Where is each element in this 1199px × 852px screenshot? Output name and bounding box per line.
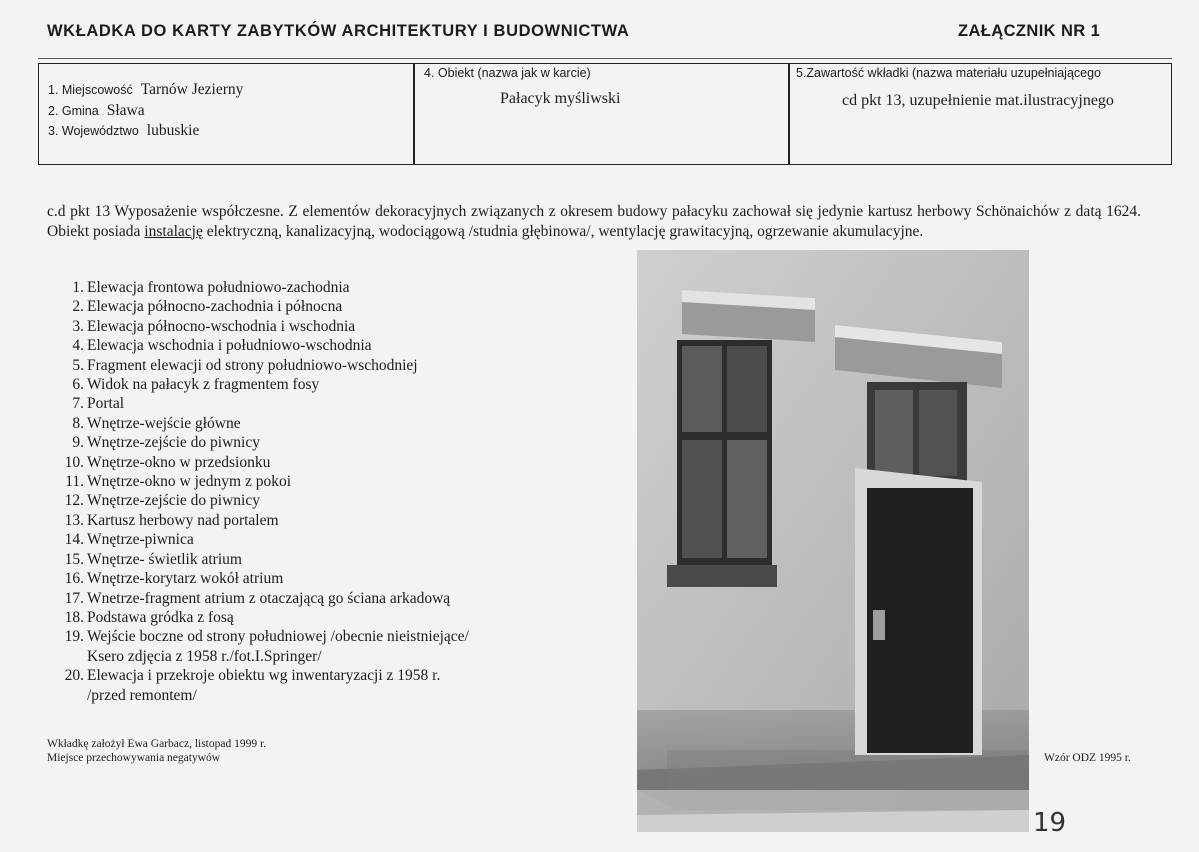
list-number: 3. [72, 317, 84, 335]
underlined-word: instalację [144, 222, 203, 240]
template-note: Wzór ODZ 1995 r. [1044, 752, 1131, 764]
list-item [48, 433, 469, 452]
list-text: Elewacja północno-wschodnia i wschodnia [87, 317, 356, 335]
list-text: Wnętrze-piwnica [87, 531, 194, 549]
list-text: Wnętrze-korytarz wokół atrium [87, 570, 284, 588]
list-text: Wejście boczne od strony południowej /obecnie nieistniejące/ [87, 628, 469, 646]
list-number: 10. [64, 453, 84, 471]
list-text: Wnętrze-zejście do piwnicy [87, 492, 260, 510]
list-item [48, 453, 469, 472]
list-text: Elewacja i przekroje obiektu wg inwentaryzacji z 1958 r. [87, 667, 441, 685]
list-item [48, 666, 469, 685]
description-paragraph: c.d pkt 13 Wyposażenie współczesne. Z elementów dekoracyjnych związanych z okresem budowy pałacyku zachował się jedynie kartusz herbowy Schönaichów z datą 1624. Obiekt posiada instalację elektryczną, kanalizacyjną, wodociągową /studnia głębinowa/, wentylację grawitacyjną, ogrzewanie akumulacyjne. [47, 203, 1141, 240]
list-number: 8. [72, 414, 84, 432]
list-number: 7. [72, 395, 84, 413]
footer-notes [47, 737, 266, 765]
field-voivodeship: 3. Województwo lubuskie [48, 122, 200, 139]
list-text: Wnętrze- świetlik atrium [87, 550, 242, 568]
list-item [48, 375, 469, 394]
form-divider-1 [413, 63, 415, 165]
list-item [48, 550, 469, 569]
list-number: 17. [64, 589, 84, 607]
list-text: Wnętrze-okno w przedsionku [87, 453, 271, 471]
list-item [48, 608, 469, 627]
page-number: 19 [1033, 808, 1067, 838]
photo-list [48, 278, 469, 705]
list-item [48, 491, 469, 510]
list-item [48, 356, 469, 375]
list-number: 5. [72, 356, 84, 374]
list-item [48, 414, 469, 433]
list-text: Wnętrze-zejście do piwnicy [87, 434, 260, 452]
list-item-continuation: Ksero zdjęcia z 1958 r./fot.I.Springer/ [87, 647, 322, 665]
annex-label: ZAŁĄCZNIK NR 1 [958, 22, 1101, 40]
list-item [48, 589, 469, 608]
list-item [48, 627, 469, 646]
facade-photo [637, 250, 1029, 832]
list-number: 19. [64, 628, 84, 646]
location-fields [48, 80, 243, 142]
list-number: 9. [72, 434, 84, 452]
list-number: 18. [64, 608, 84, 626]
list-text: Portal [87, 395, 125, 413]
list-number: 16. [64, 570, 84, 588]
object-label: 4. Obiekt (nazwa jak w karcie) [424, 66, 591, 80]
list-text: Wnętrze-okno w jednym z pokoi [87, 473, 292, 491]
list-text: Elewacja wschodnia i południowo-wschodnia [87, 337, 372, 355]
list-number: 2. [72, 298, 84, 316]
list-item [48, 569, 469, 588]
list-text: Elewacja frontowa południowo-zachodnia [87, 279, 350, 296]
object-value: Pałacyk myśliwski [500, 90, 621, 107]
list-text: Wnetrze-fragment atrium z otaczającą go ściana arkadową [87, 589, 451, 607]
list-item [48, 317, 469, 336]
list-text: Kartusz herbowy nad portalem [87, 511, 279, 529]
content-label: 5.Zawartość wkładki (nazwa materiału uzupełniającego [796, 66, 1102, 80]
list-text: Fragment elewacji od strony południowo-wschodniej [87, 356, 418, 374]
list-item [48, 530, 469, 549]
list-text: Elewacja północno-zachodnia i północna [87, 298, 343, 316]
list-item-continuation: /przed remontem/ [87, 686, 197, 704]
list-text: Widok na pałacyk z fragmentem fosy [87, 376, 320, 394]
list-item [48, 336, 469, 355]
list-item [48, 278, 469, 297]
list-item [48, 511, 469, 530]
list-number: 15. [64, 550, 84, 568]
list-number: 14. [64, 531, 84, 549]
list-item [48, 472, 469, 491]
negatives-storage-note: Miejsce przechowywania negatywów [47, 752, 221, 764]
document-title: WKŁADKA DO KARTY ZABYTKÓW ARCHITEKTURY I BUDOWNICTWA [47, 22, 630, 40]
list-number: 12. [64, 492, 84, 510]
list-number: 20. [64, 667, 84, 685]
list-number: 6. [72, 376, 84, 394]
list-number: 4. [72, 337, 84, 355]
content-value: cd pkt 13, uzupełnienie mat.ilustracyjnego [842, 92, 1114, 109]
top-rule [38, 58, 1172, 59]
form-divider-2 [788, 63, 790, 165]
list-item [48, 394, 469, 413]
field-locality: 1. Miejscowość Tarnów Jezierny [48, 81, 244, 98]
list-number: 11. [65, 473, 84, 491]
list-text: Wnętrze-wejście główne [87, 414, 241, 432]
author-note: Wkładkę założył Ewa Garbacz, listopad 1999 r. [47, 738, 267, 750]
list-number: 1. [72, 279, 84, 296]
list-item [48, 297, 469, 316]
field-municipality: 2. Gmina Sława [48, 101, 145, 119]
list-number: 13. [64, 511, 84, 529]
list-text: Podstawa gródka z fosą [87, 608, 234, 626]
